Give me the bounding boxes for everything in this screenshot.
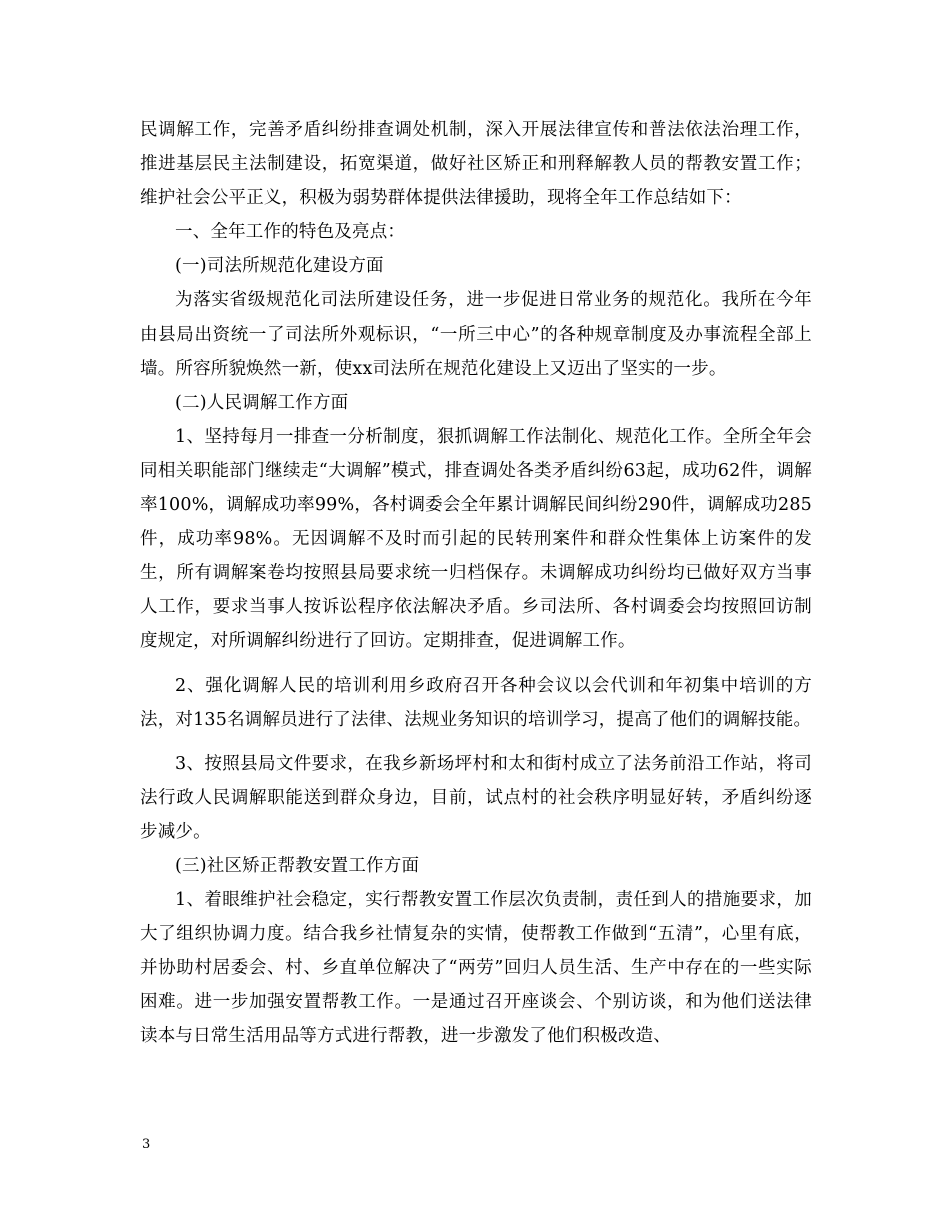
paragraph-standardization: 为落实省级规范化司法所建设任务，进一步促进日常业务的规范化。我所在今年由县局出资统一了司法所外观标识，“一所三中心”的各种规章制度及办事流程全部上墙。所容所貌焕然一新，使xx司法所在规范化建设上又迈出了坚实的一步。 — [140, 290, 812, 379]
paragraph-community-correction-1: 1、着眼维护社会稳定，实行帮教安置工作层次负责制，责任到人的措施要求，加大了组织协调力度。结合我乡社情复杂的实情，使帮教工作做到“五清”，心里有底，并协助村居委会、村、乡直单位解决了“两劳”回归人员生活、生产中存在的一些实际困难。进一步加强安置帮教工作。一是通过召开座谈会、个别访谈，和为他们送法律读本与日常生活用品等方式进行帮教，进一步激发了他们积极改造、 — [140, 890, 812, 1047]
section-heading-highlights: 一、全年工作的特色及亮点： — [175, 222, 406, 243]
subsection-heading-mediation: (二)人民调解工作方面 — [175, 392, 349, 413]
body-text — [140, 113, 812, 1054]
paragraph-mediation-2: 2、强化调解人民的培训利用乡政府召开各种会议以会代训和年初集中培训的方法，对135名调解员进行了法律、法规业务知识的培训学习，提高了他们的调解技能。 — [140, 675, 812, 730]
subsection-heading-community-correction: (三)社区矫正帮教安置工作方面 — [175, 855, 420, 876]
subsection-heading-standardization: (一)司法所规范化建设方面 — [175, 256, 384, 277]
page-number: 3 — [142, 1137, 151, 1152]
paragraph-mediation-3: 3、按照县局文件要求，在我乡新场坪村和太和街村成立了法务前沿工作站，将司法行政人民调解职能送到群众身边，目前，试点村的社会秩序明显好转，矛盾纠纷逐步减少。 — [140, 753, 812, 842]
paragraph-mediation-1: 1、坚持每月一排查一分析制度，狠抓调解工作法制化、规范化工作。全所全年会同相关职能部门继续走“大调解”模式，排查调处各类矛盾纠纷63起，成功62件，调解率100%，调解成功率99%，各村调委会全年累计调解民间纠纷290件，调解成功285件，成功率98%。无因调解不及时而引起的民转刑案件和群众性集体上访案件的发生，所有调解案卷均按照县局要求统一归档保存。未调解成功纠纷均已做好双方当事人工作，要求当事人按诉讼程序依法解决矛盾。乡司法所、各村调委会均按照回访制度规定，对所调解纠纷进行了回访。定期排查，促进调解工作。 — [140, 426, 812, 652]
paragraph-intro-continuation: 民调解工作，完善矛盾纠纷排查调处机制，深入开展法律宣传和普法依法治理工作，推进基层民主法制建设，拓宽渠道，做好社区矫正和刑释解教人员的帮教安置工作；维护社会公平正义，积极为弱势群体提供法律援助，现将全年工作总结如下： — [140, 120, 812, 209]
